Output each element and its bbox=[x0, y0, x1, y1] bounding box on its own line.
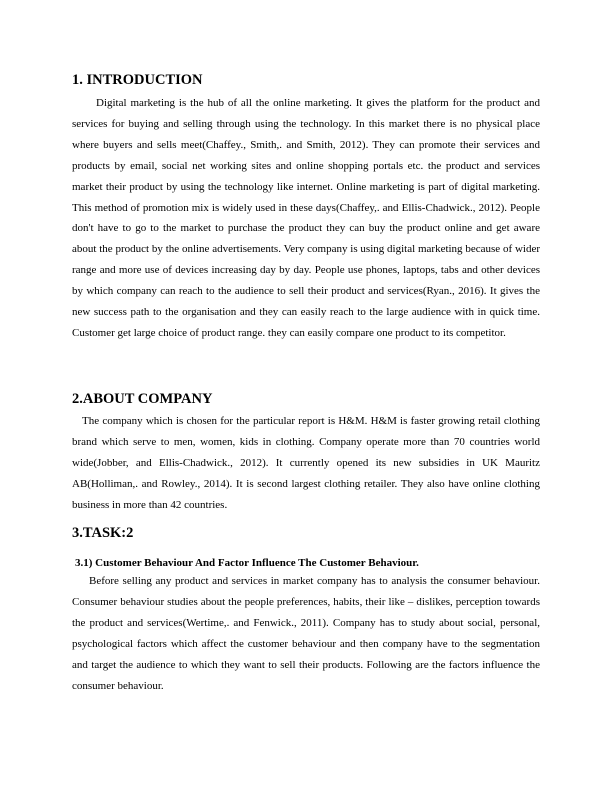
introduction-heading: 1. INTRODUCTION bbox=[72, 72, 203, 88]
about-company-paragraph: The company which is chosen for the particular report is H&M. H&M is faster growing retail clothing brand which serve to men, women, kids in clothing. Company operate more than 70 countries world wide(Jobber, and Ellis-Chadwick., 2012). It currently opened its new subsidies in UK Mauritz AB(Holliman,. and Rowley., 2014). It is second largest clothing retailer. They also have online clothing business in more than 42 countries. bbox=[72, 415, 540, 511]
about-company-heading: 2.ABOUT COMPANY bbox=[72, 391, 213, 407]
introduction-paragraph: Digital marketing is the hub of all the online marketing. It gives the platform for the product and services for buying and selling through using the technology. In this market there is no physical place where buyers and sells meet(Chaffey., Smith,. and Smith, 2012). They can promote their services and products by email, social net working sites and online shopping portals etc. the product and services market their product by using the technology like internet. Online marketing is part of digital marketing. This method of promotion mix is widely used in these days(Chaffey,. and Ellis-Chadwick., 2012). People don't have to go to the market to purchase the product they can buy the product online and get aware about the product by the online advertisements. Very company is using digital marketing because of wider range and more use of devices increasing day by day. People use phones, laptops, tabs and other devices by which company can reach to the audience to sell their product and services(Ryan., 2016). It gives the new success path to the organisation and they can easily reach to the large audience with in quick time. Customer get large choice of product range. they can easily compare one product to its competitor. bbox=[72, 97, 540, 339]
customer-behaviour-subheading: 3.1) Customer Behaviour And Factor Influence The Customer Behaviour. bbox=[75, 557, 419, 569]
customer-behaviour-paragraph: Before selling any product and services in market company has to analysis the consumer behaviour. Consumer behaviour studies about the people preferences, habits, their like – dislikes, perception towards the product and services(Wertime,. and Fenwick., 2011). Company has to study about social, personal, psychological factors which affect the customer behaviour and then company have to the segmentation and target the audience to which they want to sell their products. Following are the factors influence the consumer behaviour. bbox=[72, 575, 540, 692]
task-heading: 3.TASK:2 bbox=[72, 525, 134, 541]
